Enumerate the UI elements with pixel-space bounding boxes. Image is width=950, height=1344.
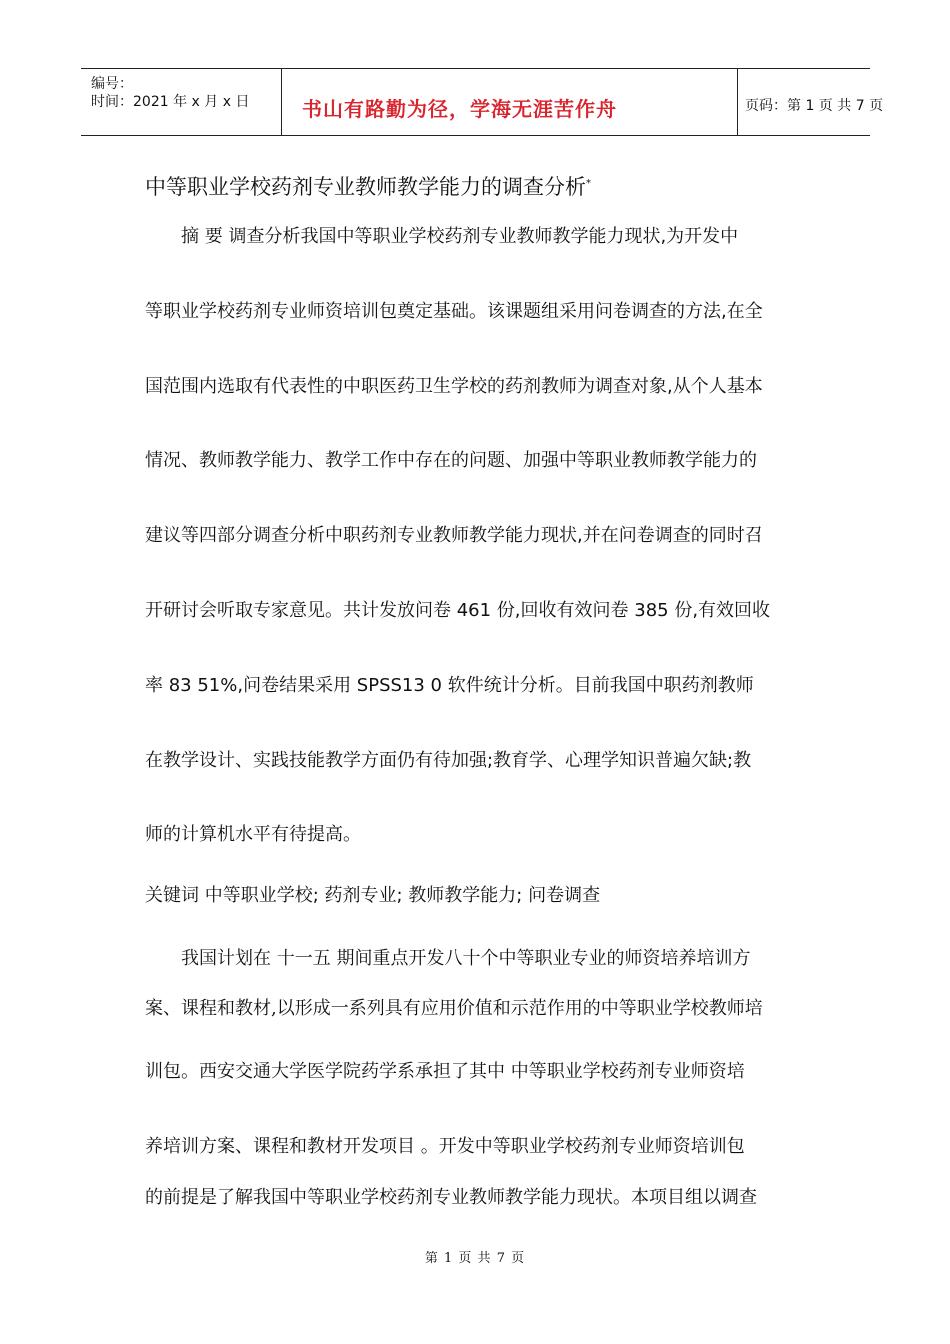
abstract-line: 情况、教师教学能力、教学工作中存在的问题、加强中等职业教师教学能力的 (145, 450, 757, 471)
abstract-line: 师的计算机水平有待提高。 (145, 824, 361, 845)
title-mark: * (586, 178, 591, 189)
body-line: 养培训方案、课程和教材开发项目 。开发中等职业学校药剂专业师资培训包 (145, 1136, 745, 1157)
abstract-line: 建议等四部分调查分析中职药剂专业教师教学能力现状,并在问卷调查的同时召 (145, 525, 763, 546)
abstract-line: 国范围内选取有代表性的中职医药卫生学校的药剂教师为调查对象,从个人基本 (145, 376, 763, 397)
body-line: 训包。西安交通大学医学院药学系承担了其中 中等职业学校药剂专业师资培 (145, 1061, 745, 1082)
article-title (145, 171, 591, 201)
header-page-cell (737, 69, 884, 135)
header-motto-cell (281, 69, 738, 135)
body-line: 案、课程和教材,以形成一系列具有应用价值和示范作用的中等职业学校教师培 (145, 998, 763, 1019)
page-footer: 第 1 页 共 7 页 (424, 1251, 526, 1266)
number-label: 编号： (91, 76, 133, 92)
keywords-line: 关键词 中等职业学校; 药剂专业; 教师教学能力; 问卷调查 (145, 885, 601, 906)
header-meta (81, 69, 281, 135)
abstract-line: 率 83 51%,问卷结果采用 SPSS13 0 软件统计分析。目前我国中职药剂教师 (145, 675, 754, 696)
abstract-line: 在教学设计、实践技能教学方面仍有待加强;教育学、心理学知识普遍欠缺;教 (145, 750, 752, 771)
time-label: 时间：2021 年 x 月 x 日 (91, 94, 250, 110)
body-line: 我国计划在 十一五 期间重点开发八十个中等职业专业的师资培养培训方 (181, 948, 751, 969)
document-header (81, 68, 884, 136)
body-line: 的前提是了解我国中等职业学校药剂专业教师教学能力现状。本项目组以调查 (145, 1187, 757, 1208)
motto: 书山有路勤为径，学海无涯苦作舟 (302, 97, 617, 121)
abstract-line: 开研讨会听取专家意见。共计发放问卷 461 份,回收有效问卷 385 份,有效回收 (145, 600, 771, 621)
abstract-line: 摘 要 调查分析我国中等职业学校药剂专业教师教学能力现状,为开发中 (181, 226, 739, 247)
abstract-line: 等职业学校药剂专业师资培训包奠定基础。该课题组采用问卷调查的方法,在全 (145, 301, 763, 322)
title-text: 中等职业学校药剂专业教师教学能力的调查分析 (145, 175, 586, 199)
page-info: 页码：第 1 页 共 7 页 (745, 98, 884, 114)
